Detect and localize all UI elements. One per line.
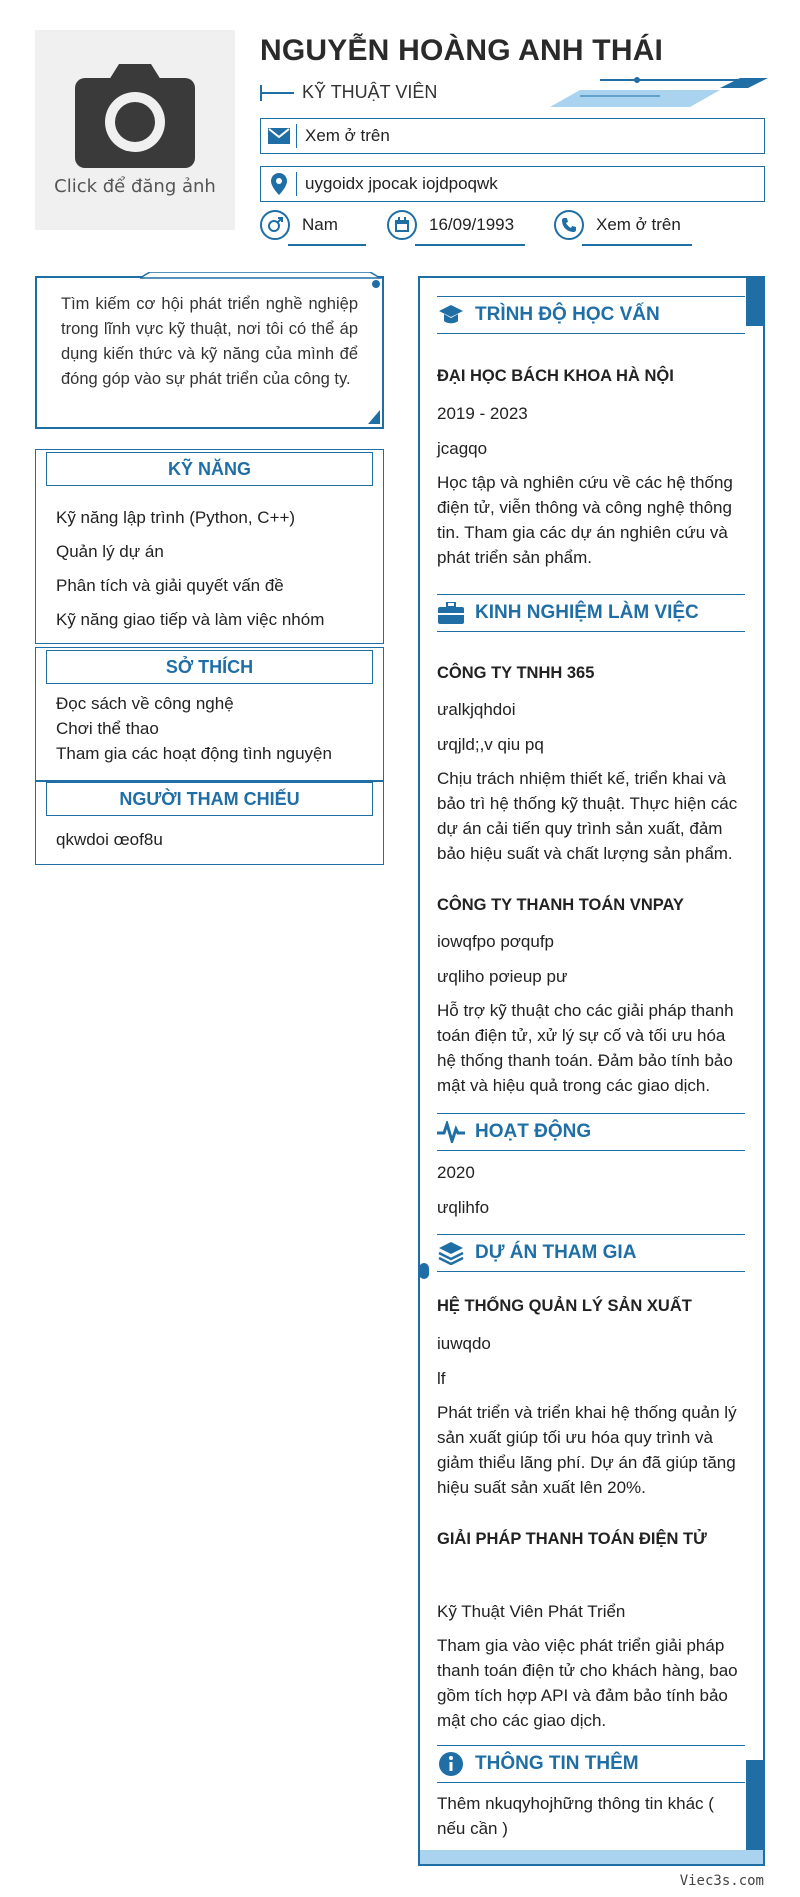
calendar-icon: [387, 210, 417, 240]
email-value: Xem ở trên: [305, 126, 390, 145]
project-name: GIẢI PHÁP THANH TOÁN ĐIỆN TỬ: [437, 1530, 707, 1548]
info-icon: [437, 1750, 465, 1778]
project-role: lf: [437, 1369, 446, 1388]
references-heading: NGƯỜI THAM CHIẾU: [46, 782, 373, 816]
project-description: Tham gia vào việc phát triển giải pháp thanh toán điện tử cho khách hàng, bao gồm tích hợp API và đảm bảo tính bảo mật cho các giao dịch.: [437, 1636, 738, 1730]
birthday-underline: [415, 244, 525, 246]
project-role: Kỹ Thuật Viên Phát Triển: [437, 1602, 626, 1621]
frame-side-dot: [419, 1263, 429, 1279]
job-company: CÔNG TY TNHH 365: [437, 664, 595, 682]
skills-heading: KỸ NĂNG: [46, 452, 373, 486]
avatar-caption: Click để đăng ảnh: [54, 175, 216, 197]
projects-heading: [437, 1234, 745, 1272]
education-heading: [437, 296, 745, 334]
gender-item: [260, 210, 338, 240]
job-title-row: [260, 82, 437, 103]
avatar-upload[interactable]: [35, 30, 235, 230]
activity-year: 2020: [437, 1163, 475, 1182]
project-description: Phát triển và triển khai hệ thống quản lý sản xuất giúp tối ưu hóa quy trình và giảm thiểu lãng phí. Dự án đã giúp tăng hiệu suất sản xuất lên 20%.: [437, 1403, 737, 1497]
frame-accent-bottom: [746, 1760, 763, 1864]
skill-item: Kỹ năng lập trình (Python, C++): [56, 508, 296, 527]
pulse-icon: [437, 1118, 465, 1146]
gender-underline: [288, 244, 366, 246]
education-major: jcagqo: [437, 439, 488, 458]
activities-heading: [437, 1113, 745, 1151]
briefcase-icon: [437, 599, 465, 627]
location-pin-icon: [261, 172, 297, 196]
full-name: NGUYỄN HOÀNG ANH THÁI: [260, 34, 664, 67]
education-title: TRÌNH ĐỘ HỌC VẤN: [475, 304, 660, 325]
hobby-item: Tham gia các hoạt động tình nguyện: [56, 744, 332, 763]
references-section: [35, 781, 384, 865]
job-position: ưqliho pơieup pư: [437, 967, 568, 986]
phone-item: [554, 210, 681, 240]
address-value: uygoidx jpocak iojdpoqwk: [305, 174, 498, 193]
project-name: HỆ THỐNG QUẢN LÝ SẢN XUẤT: [437, 1297, 692, 1315]
projects-title: DỰ ÁN THAM GIA: [475, 1242, 637, 1263]
frame-accent-top: [746, 278, 763, 326]
objective-dot: [372, 280, 380, 288]
birthday-value: 16/09/1993: [429, 215, 515, 234]
envelope-icon: [261, 124, 297, 148]
gender-value: Nam: [302, 215, 338, 234]
education-school: ĐẠI HỌC BÁCH KHOA HÀ NỘI: [437, 367, 674, 385]
activities-title: HOẠT ĐỘNG: [475, 1121, 592, 1142]
birthday-item: [387, 210, 514, 240]
hobby-item: Đọc sách về công nghệ: [56, 694, 234, 713]
education-years: 2019 - 2023: [437, 404, 528, 423]
job-time: iowqfpo pơqufp: [437, 932, 555, 951]
job-description: Chịu trách nhiệm thiết kế, triển khai và bảo trì hệ thống kỹ thuật. Thực hiện các dự án cải tiến quy trình sản xuất, đảm bảo hiệu suất và chất lượng sản phẩm.: [437, 769, 738, 863]
additional-heading: [437, 1745, 745, 1783]
gender-icon: [260, 210, 290, 240]
job-position: ưqjld;,v qiu pq: [437, 735, 544, 754]
phone-value: Xem ở trên: [596, 215, 681, 234]
career-objective: [35, 276, 384, 429]
additional-text: Thêm nkuqyhojhững thông tin khác ( nếu cần ): [437, 1794, 714, 1838]
additional-title: THÔNG TIN THÊM: [475, 1753, 639, 1774]
camera-icon: [75, 64, 195, 168]
skill-item: Kỹ năng giao tiếp và làm việc nhóm: [56, 610, 325, 629]
activity-detail: ưqlihfo: [437, 1198, 490, 1217]
footer-brand: Viec3s.com: [679, 1873, 764, 1889]
phone-underline: [582, 244, 692, 246]
education-description: Học tập và nghiên cứu về các hệ thống điện tử, viễn thông và công nghệ thông tin. Tham gia các dự án nghiên cứu và phát triển sản phẩm.: [437, 473, 733, 567]
skills-section: [35, 449, 384, 644]
email-field[interactable]: [260, 118, 765, 154]
skill-item: Quản lý dự án: [56, 542, 164, 561]
project-time: iuwqdo: [437, 1334, 491, 1353]
address-field[interactable]: [260, 166, 765, 202]
hobby-item: Chơi thể thao: [56, 719, 159, 738]
objective-decoration: [140, 272, 385, 282]
objective-text: Tìm kiếm cơ hội phát triển nghề nghiệp trong lĩnh vực kỹ thuật, nơi tôi có thể áp dụng kiến thức và kỹ năng của mình để đóng góp vào sự phát triển của công ty.: [61, 295, 358, 388]
phone-icon: [554, 210, 584, 240]
job-time: ưalkjqhdoi: [437, 700, 516, 719]
title-line-decoration: [260, 85, 292, 101]
job-company: CÔNG TY THANH TOÁN VNPAY: [437, 896, 684, 914]
skill-item: Phân tích và giải quyết vấn đề: [56, 576, 284, 595]
experience-title: KINH NGHIỆM LÀM VIỆC: [475, 602, 699, 623]
job-description: Hỗ trợ kỹ thuật cho các giải pháp thanh toán điện tử, xử lý sự cố và tối ưu hóa hệ thống thanh toán. Đảm bảo tính bảo mật và hiệu quả trong các giao dịch.: [437, 1001, 734, 1095]
hobbies-heading: SỞ THÍCH: [46, 650, 373, 684]
layers-icon: [437, 1239, 465, 1267]
reference-item: qkwdoi œof8u: [56, 830, 163, 849]
hobbies-section: [35, 647, 384, 781]
header-decoration: [540, 72, 770, 112]
graduation-cap-icon: [437, 301, 465, 329]
experience-heading: [437, 594, 745, 632]
frame-footer-strip: [420, 1850, 763, 1864]
job-title: KỸ THUẬT VIÊN: [302, 82, 438, 102]
objective-corner-mark: [368, 410, 380, 424]
